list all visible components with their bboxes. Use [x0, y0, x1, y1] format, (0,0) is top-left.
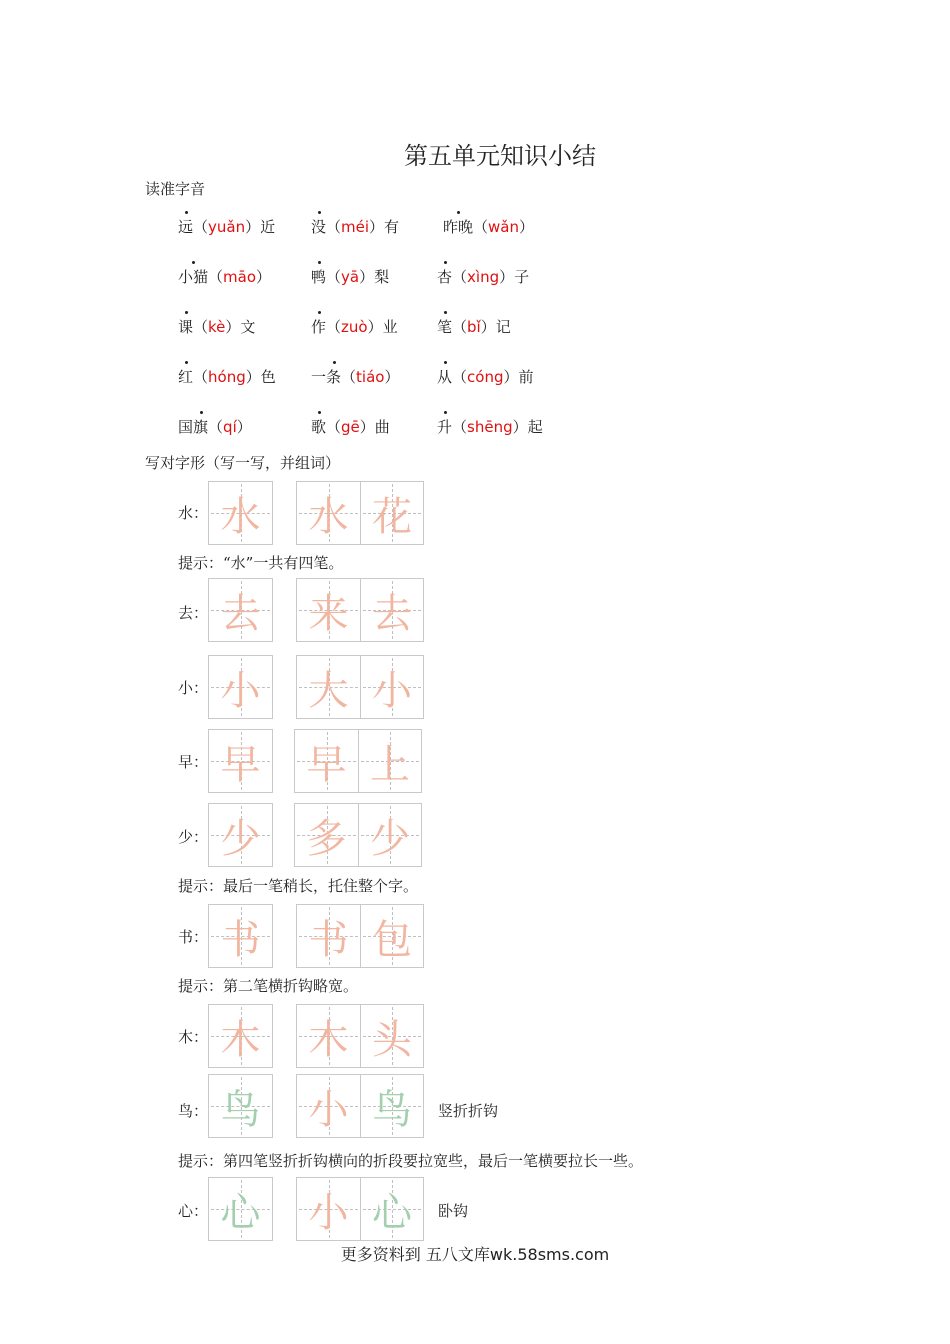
- trace-char: 水: [220, 493, 261, 540]
- trace-char: 书: [308, 916, 349, 963]
- pinyin: kè: [208, 318, 226, 336]
- pinyin-item: [437, 416, 543, 437]
- char-label: 心：: [178, 1202, 209, 1220]
- trace-char: 头: [372, 1016, 412, 1063]
- word-tail: ）: [256, 268, 272, 286]
- bracket: （: [326, 218, 342, 236]
- trace-char: 大: [308, 667, 349, 714]
- pinyin-item: [311, 266, 389, 287]
- bracket: （: [208, 418, 224, 436]
- bracket: （: [193, 368, 209, 386]
- pinyin-item: [311, 416, 390, 437]
- pinyin-item: [178, 216, 275, 237]
- pinyin: hóng: [208, 368, 246, 386]
- pinyin-item: [437, 266, 529, 287]
- trace-char: 花: [372, 493, 412, 540]
- trace-char: 小: [372, 667, 412, 714]
- footer: [0, 1242, 950, 1265]
- trace-char: 早: [306, 741, 347, 788]
- bracket: （: [326, 318, 342, 336]
- pinyin-item: [311, 316, 398, 337]
- pinyin: tiáo: [356, 368, 385, 386]
- tian-grid-single: [208, 904, 273, 968]
- word-tail: ）: [519, 218, 535, 236]
- pinyin: bǐ: [467, 318, 481, 336]
- stroke-note: 竖折折钩: [438, 1102, 499, 1120]
- trace-char: 鸟: [220, 1086, 261, 1133]
- trace-char: 包: [372, 916, 412, 963]
- tian-grid-single: [208, 655, 273, 719]
- pinyin: wǎn: [488, 218, 519, 236]
- char-label: 小：: [178, 679, 209, 697]
- trace-char: 上: [370, 741, 410, 788]
- dotted-char: 作: [311, 318, 327, 336]
- tip-text: 提示：第二笔横折钩略宽。: [178, 977, 359, 995]
- dotted-char: 鸭: [311, 268, 327, 286]
- pinyin: yuǎn: [208, 218, 246, 236]
- word-tail: ）业: [367, 318, 398, 336]
- tian-grid-pair: [296, 481, 424, 545]
- pinyin-item: [178, 366, 276, 387]
- tian-grid-pair: [296, 1177, 424, 1241]
- tip-text: 提示：第四笔竖折折钩横向的折段要拉宽些，最后一笔横要拉长一些。: [178, 1152, 644, 1170]
- trace-char: 心: [220, 1189, 261, 1236]
- tip-text: 提示：最后一笔稍长，托住整个字。: [178, 877, 419, 895]
- page-title: 第五单元知识小结: [404, 142, 596, 170]
- tian-grid-single: [208, 1177, 273, 1241]
- pinyin-item: [178, 266, 271, 287]
- tian-grid-single: [208, 1074, 273, 1138]
- pinyin: méi: [341, 218, 370, 236]
- pinyin-item: [443, 216, 534, 237]
- tip-text: 提示：“水”一共有四笔。: [178, 554, 344, 572]
- dotted-char: 远: [178, 218, 194, 236]
- bracket: （: [326, 418, 342, 436]
- tian-grid-single: [208, 481, 273, 545]
- char-label: 木：: [178, 1028, 209, 1046]
- pinyin-item: [178, 316, 255, 337]
- tian-grid-pair: [296, 1074, 424, 1138]
- bracket: （: [452, 368, 468, 386]
- dotted-char: 没: [311, 218, 327, 236]
- word-tail: ）子: [499, 268, 530, 286]
- trace-char: 多: [306, 815, 347, 862]
- tian-grid-pair: [294, 729, 422, 793]
- word-tail: ）梨: [359, 268, 390, 286]
- trace-char: 水: [308, 493, 349, 540]
- trace-char: 小: [308, 1189, 349, 1236]
- pinyin: cóng: [467, 368, 504, 386]
- tian-grid-single: [208, 578, 273, 642]
- trace-char: 去: [372, 590, 412, 637]
- bracket: （: [473, 218, 489, 236]
- char-label: 书：: [178, 928, 209, 946]
- trace-char: 小: [308, 1086, 349, 1133]
- tian-grid-single: [208, 803, 273, 867]
- trace-char: 少: [370, 815, 410, 862]
- pinyin-item: [311, 216, 399, 237]
- pinyin: qí: [223, 418, 237, 436]
- dotted-char: 杏: [437, 268, 453, 286]
- char-label: 早：: [178, 753, 209, 771]
- word-tail: ）曲: [359, 418, 390, 436]
- dotted-char: 歌: [311, 418, 327, 436]
- pinyin-item: [437, 316, 511, 337]
- bracket: （: [193, 218, 209, 236]
- bracket: （: [326, 268, 342, 286]
- word-tail: ）前: [503, 368, 534, 386]
- trace-char: 鸟: [372, 1086, 412, 1133]
- bracket: （: [452, 318, 468, 336]
- bracket: （: [193, 318, 209, 336]
- trace-char: 来: [308, 590, 349, 637]
- tian-grid-pair: [296, 1004, 424, 1068]
- bracket: （: [341, 368, 357, 386]
- tian-grid-pair: [294, 803, 422, 867]
- tian-grid-single: [208, 729, 273, 793]
- pinyin: gē: [341, 418, 360, 436]
- dotted-char: 升: [437, 418, 453, 436]
- bracket: （: [208, 268, 224, 286]
- word-tail: ）记: [480, 318, 511, 336]
- section-heading-writing: 写对字形（写一写，并组词）: [145, 454, 341, 472]
- trace-char: 早: [220, 741, 261, 788]
- dotted-char: 红: [178, 368, 194, 386]
- tian-grid-pair: [296, 904, 424, 968]
- stroke-note: 卧钩: [438, 1202, 469, 1220]
- dotted-char: 昨晚: [443, 218, 474, 236]
- pinyin: zuò: [341, 318, 368, 336]
- dotted-char: 条: [326, 368, 342, 386]
- pinyin: yā: [341, 268, 360, 286]
- pinyin: xìng: [467, 268, 500, 286]
- dotted-char: 旗: [193, 418, 209, 436]
- word-tail: ）近: [245, 218, 276, 236]
- word-tail: ）有: [369, 218, 400, 236]
- tian-grid-pair: [296, 655, 424, 719]
- bracket: （: [452, 418, 468, 436]
- char-label: 去：: [178, 604, 209, 622]
- trace-char: 小: [220, 667, 261, 714]
- footer-link[interactable]: wk.58sms.com: [489, 1245, 610, 1264]
- trace-char: 木: [308, 1016, 349, 1063]
- char-label: 少：: [178, 828, 209, 846]
- dotted-char: 从: [437, 368, 453, 386]
- trace-char: 去: [220, 590, 261, 637]
- trace-char: 书: [220, 916, 261, 963]
- pinyin: shēng: [467, 418, 513, 436]
- word-tail: ）起: [512, 418, 543, 436]
- word-tail: ）: [236, 418, 252, 436]
- trace-char: 心: [372, 1189, 412, 1236]
- footer-text: 更多资料到 五八文库: [340, 1245, 490, 1264]
- pinyin: māo: [223, 268, 257, 286]
- trace-char: 木: [220, 1016, 261, 1063]
- pinyin-item: [437, 366, 534, 387]
- word-tail: ）文: [225, 318, 256, 336]
- char-label: 水：: [178, 504, 209, 522]
- section-heading-pronunciation: 读准字音: [145, 180, 206, 198]
- tian-grid-pair: [296, 578, 424, 642]
- dotted-char: 笔: [437, 318, 453, 336]
- char-label: 鸟：: [178, 1102, 209, 1120]
- bracket: （: [452, 268, 468, 286]
- trace-char: 少: [220, 815, 261, 862]
- tian-grid-single: [208, 1004, 273, 1068]
- word-tail: ）色: [245, 368, 276, 386]
- dotted-char: 课: [178, 318, 194, 336]
- word-tail: ）: [384, 368, 400, 386]
- pinyin-item: 国旗（qí）: [178, 418, 252, 436]
- pinyin-item: 一条（tiáo）: [311, 368, 400, 386]
- dotted-char: 小猫: [178, 268, 209, 286]
